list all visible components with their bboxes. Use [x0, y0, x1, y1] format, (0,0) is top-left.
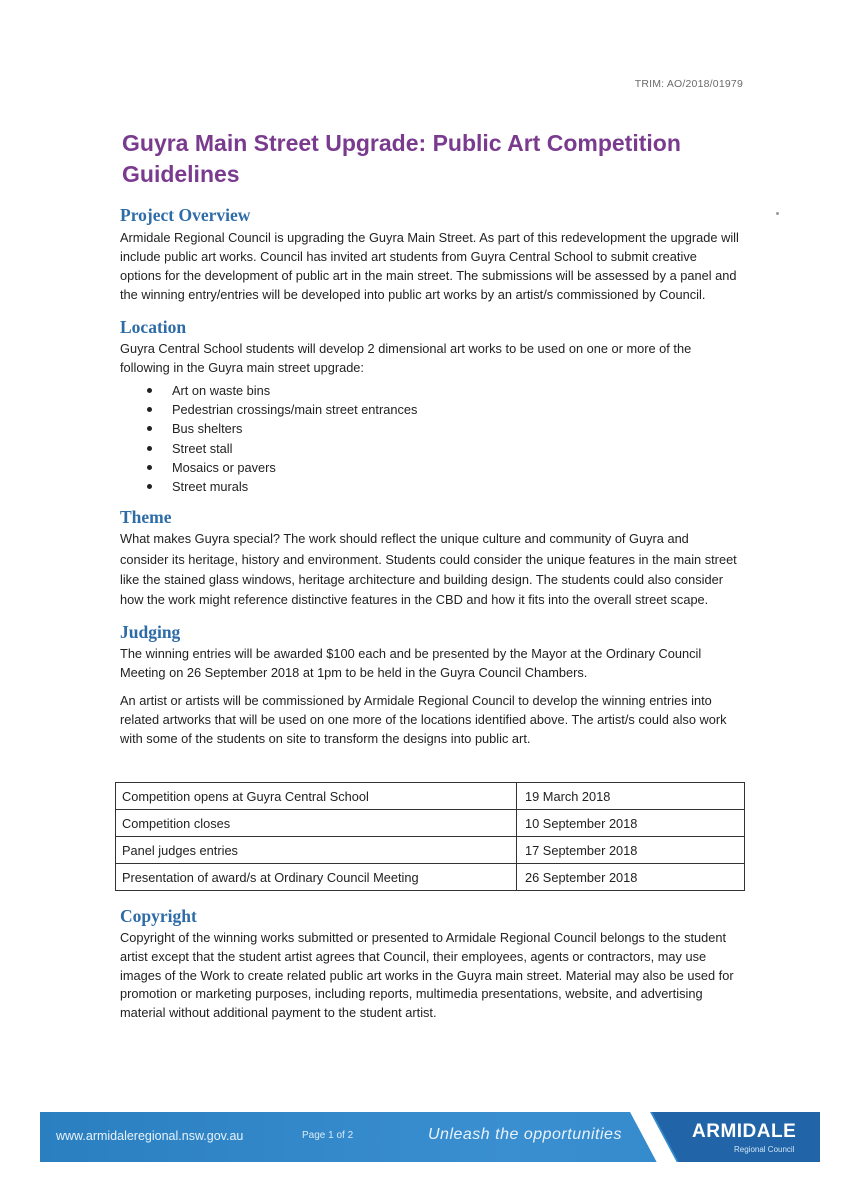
footer-banner	[40, 1112, 820, 1162]
key-dates-table	[115, 782, 745, 891]
list-item: Pedestrian crossings/main street entrances	[120, 400, 740, 419]
project-overview-text: Armidale Regional Council is upgrading the Guyra Main Street. As part of this redevelopment the upgrade will include public art works. Council has invited art students from Guyra Central School to submit creative options for the development of public art in the main street. The submissions will be assessed by a panel and the winning entry/entries will be developed into public art works by an artist/s commissioned by Council.	[120, 230, 739, 302]
project-overview-heading: Project Overview	[120, 205, 251, 225]
document-title: Guyra Main Street Upgrade: Public Art Competition Guidelines	[122, 130, 681, 187]
date-cell: 10 September 2018	[517, 810, 745, 837]
date-cell: 26 September 2018	[517, 864, 745, 891]
judging-section	[120, 621, 740, 748]
list-item: Street stall	[120, 439, 740, 458]
list-item: Art on waste bins	[120, 381, 740, 400]
footer-website-link[interactable]: www.armidaleregional.nsw.gov.au	[56, 1129, 244, 1143]
page-number: Page 1 of 2	[302, 1130, 354, 1141]
footer-slogan: Unleash the opportunities	[428, 1126, 622, 1143]
judging-heading: Judging	[120, 622, 181, 643]
event-cell: Competition closes	[116, 810, 517, 837]
judging-text-1: The winning entries will be awarded $100 each and be presented by the Mayor at the Ordinary Council Meeting on 26 September 2018 at 1pm to be held in the Guyra Council Chambers.	[120, 646, 702, 681]
list-item: Mosaics or pavers	[120, 458, 740, 477]
event-cell: Competition opens at Guyra Central School	[116, 783, 517, 810]
copyright-section	[120, 905, 740, 1022]
project-overview-section	[120, 204, 740, 304]
location-text: Guyra Central School students will develop 2 dimensional art works to be used on one or more of the following in the Guyra main street upgrade:	[120, 341, 692, 375]
list-item: Bus shelters	[120, 419, 740, 438]
date-cell: 19 March 2018	[517, 783, 745, 810]
stray-mark	[776, 212, 779, 215]
location-section	[120, 316, 740, 496]
date-cell: 17 September 2018	[517, 837, 745, 864]
copyright-heading: Copyright	[120, 906, 197, 927]
document-body	[120, 204, 740, 1022]
location-heading: Location	[120, 317, 187, 337]
event-cell: Presentation of award/s at Ordinary Council Meeting	[116, 864, 517, 891]
theme-text: What makes Guyra special? The work should reflect the unique culture and community of Guyra and consider its heritage, history and environment. Students could consider the unique features in the main street like the stained glass windows, heritage architecture and building design. The students could also consider how the work might reference distinctive features in the CBD and how it fits into the overall street scape.	[120, 531, 737, 608]
theme-section	[120, 506, 740, 610]
council-logo: ARMIDALE	[692, 1121, 797, 1142]
council-logo-subtitle: Regional Council	[734, 1145, 795, 1154]
location-list	[120, 381, 740, 496]
table-row	[116, 783, 745, 810]
copyright-text: Copyright of the winning works submitted or presented to Armidale Regional Council belongs to the student artist except that the student artist agrees that Council, their employees, agents or contractors, may use images of the Work to create related public art works in the Guyra main street. Material may also be used for promotion or marketing purposes, including reports, multimedia presentations, website, and advertising material without additional payment to the student artist.	[120, 930, 734, 1020]
theme-heading: Theme	[120, 507, 172, 528]
judging-text-2: An artist or artists will be commissioned by Armidale Regional Council to develop the winning entries into related artworks that will be used on one more of the locations identified above. The artist/s could also work with some of the students on site to transform the designs into public art.	[120, 693, 727, 747]
event-cell: Panel judges entries	[116, 837, 517, 864]
list-item: Street murals	[120, 477, 740, 496]
table-row	[116, 837, 745, 864]
table-row	[116, 864, 745, 891]
trim-reference: TRIM: AO/2018/01979	[634, 78, 743, 90]
table-row	[116, 810, 745, 837]
